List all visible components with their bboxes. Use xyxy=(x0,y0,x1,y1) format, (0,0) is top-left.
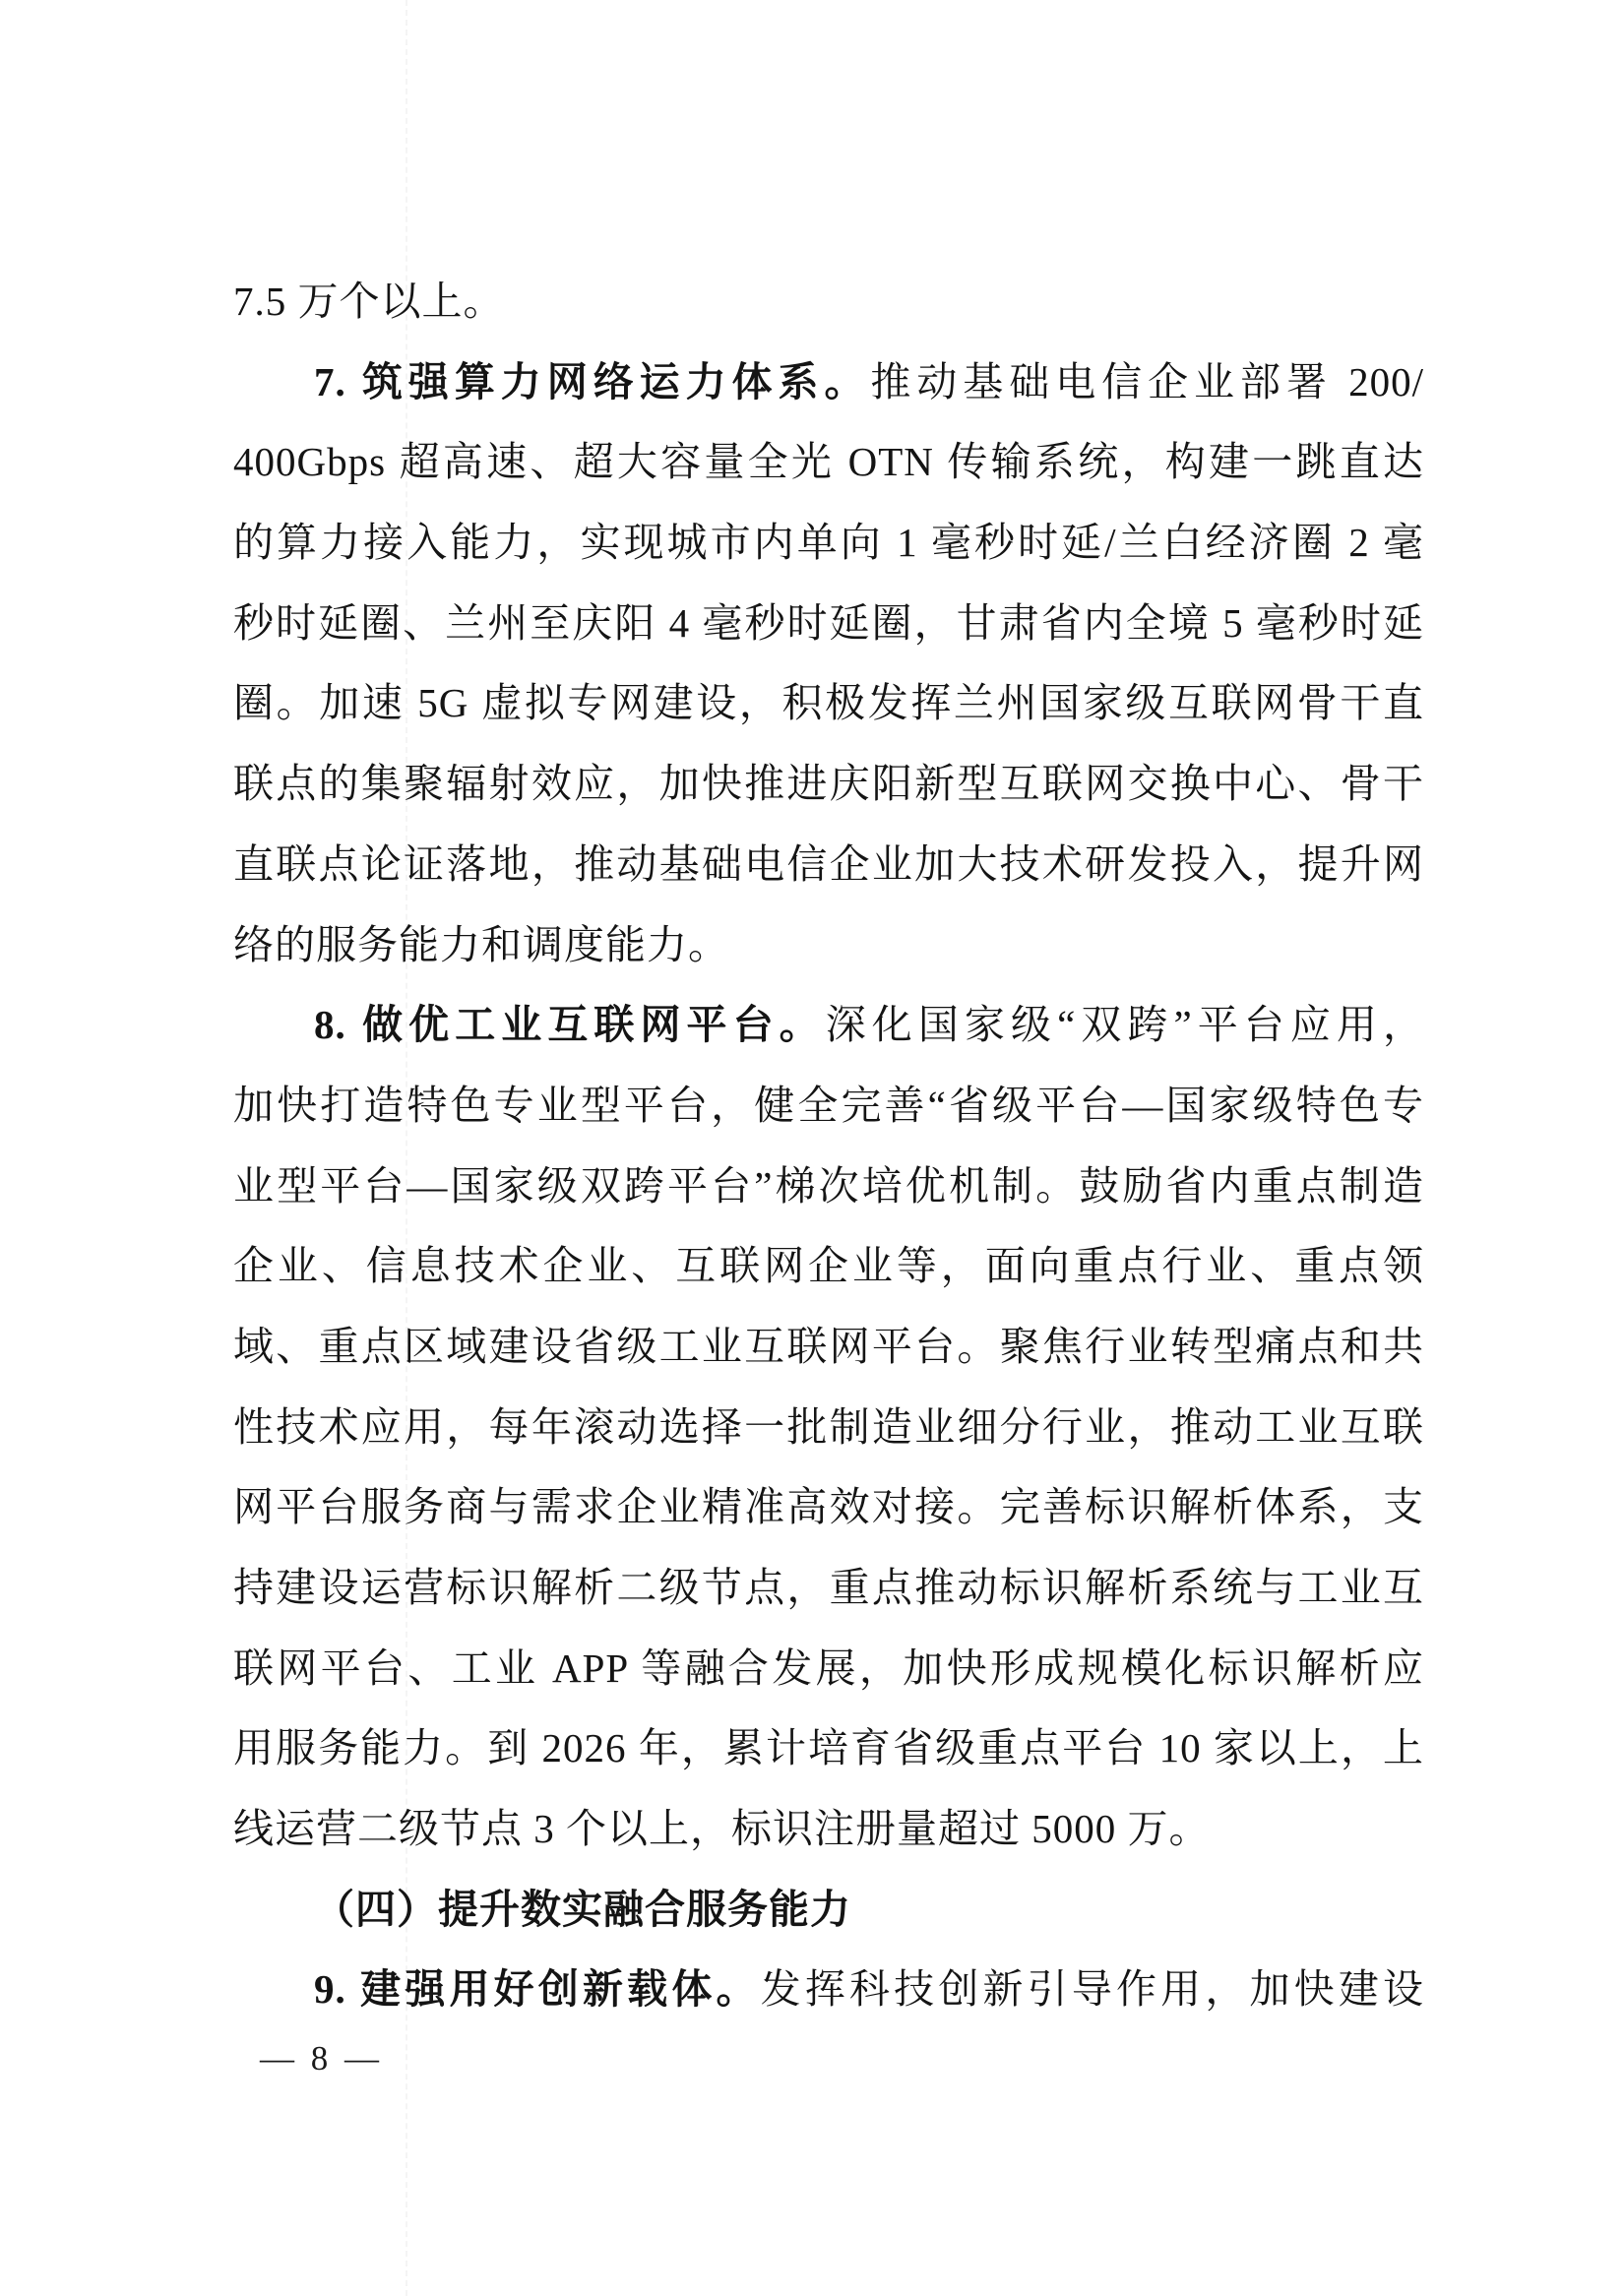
text-line xyxy=(233,905,1424,986)
text-line xyxy=(233,262,1424,342)
text-line xyxy=(233,1226,1424,1307)
body-text: 7.5 万个以上。 xyxy=(233,279,505,324)
text-line xyxy=(233,422,1424,503)
text-line xyxy=(233,1147,1424,1227)
text-line xyxy=(233,663,1424,744)
text-line xyxy=(233,1307,1424,1388)
text-line xyxy=(233,825,1424,905)
body-text: 域、重点区域建设省级工业互联网平台。聚焦行业转型痛点和共 xyxy=(233,1323,1424,1369)
heading-text: （四）提升数实融合服务能力 xyxy=(314,1886,851,1932)
heading-text: 7. 筑强算力网络运力体系。 xyxy=(314,358,871,404)
text-line xyxy=(233,1629,1424,1709)
body-text: 联网平台、工业 APP 等融合发展，加快形成规模化标识解析应 xyxy=(233,1644,1424,1691)
text-line xyxy=(233,503,1424,584)
body-text: 性技术应用，每年滚动选择一批制造业细分行业，推动工业互联 xyxy=(233,1403,1424,1450)
body-text: 秒时延圈、兰州至庆阳 4 毫秒时延圈，甘肃省内全境 5 毫秒时延 xyxy=(233,599,1424,646)
body-text: 联点的集聚辐射效应，加快推进庆阳新型互联网交换中心、骨干 xyxy=(233,761,1424,807)
body-text: 400Gbps 超高速、超大容量全光 OTN 传输系统，构建一跳直达 xyxy=(233,439,1424,485)
body-text: 业型平台—国家级双跨平台”梯次培优机制。鼓励省内重点制造 xyxy=(233,1162,1424,1209)
page-number: — 8 — xyxy=(260,2039,383,2078)
text-line xyxy=(233,1870,1424,1951)
body-text: 深化国家级“双跨”平台应用， xyxy=(825,1002,1424,1048)
text-line xyxy=(233,1708,1424,1789)
heading-text: 8. 做优工业互联网平台。 xyxy=(314,1002,826,1048)
body-text: 发挥科技创新引导作用，加快建设 xyxy=(760,1966,1425,2013)
text-line xyxy=(233,1789,1424,1870)
body-text: 用服务能力。到 2026 年，累计培育省级重点平台 10 家以上，上 xyxy=(233,1725,1424,1771)
text-line xyxy=(233,1066,1424,1147)
document-body xyxy=(233,262,1424,2030)
text-line xyxy=(233,1548,1424,1629)
body-text: 直联点论证落地，推动基础电信企业加大技术研发投入，提升网 xyxy=(233,840,1424,887)
body-text: 线运营二级节点 3 个以上，标识注册量超过 5000 万。 xyxy=(233,1806,1211,1852)
body-text: 加快打造特色专业型平台，健全完善“省级平台—国家级特色专 xyxy=(233,1082,1424,1128)
text-line xyxy=(233,1467,1424,1548)
text-line xyxy=(233,1950,1424,2030)
body-text: 企业、信息技术企业、互联网企业等，面向重点行业、重点领 xyxy=(233,1243,1424,1289)
heading-text: 9. 建强用好创新载体。 xyxy=(314,1966,761,2013)
body-text: 络的服务能力和调度能力。 xyxy=(233,921,729,967)
body-text: 网平台服务商与需求企业精准高效对接。完善标识解析体系，支 xyxy=(233,1484,1424,1530)
text-line xyxy=(233,1388,1424,1468)
body-text: 持建设运营标识解析二级节点，重点推动标识解析系统与工业互 xyxy=(233,1565,1424,1610)
text-line xyxy=(233,985,1424,1066)
body-text: 的算力接入能力，实现城市内单向 1 毫秒时延/兰白经济圈 2 毫 xyxy=(233,520,1424,566)
body-text: 推动基础电信企业部署 200/ xyxy=(870,358,1425,404)
text-line xyxy=(233,744,1424,825)
text-line xyxy=(233,342,1424,423)
text-line xyxy=(233,584,1424,664)
body-text: 圈。加速 5G 虚拟专网建设，积极发挥兰州国家级互联网骨干直 xyxy=(233,680,1424,726)
